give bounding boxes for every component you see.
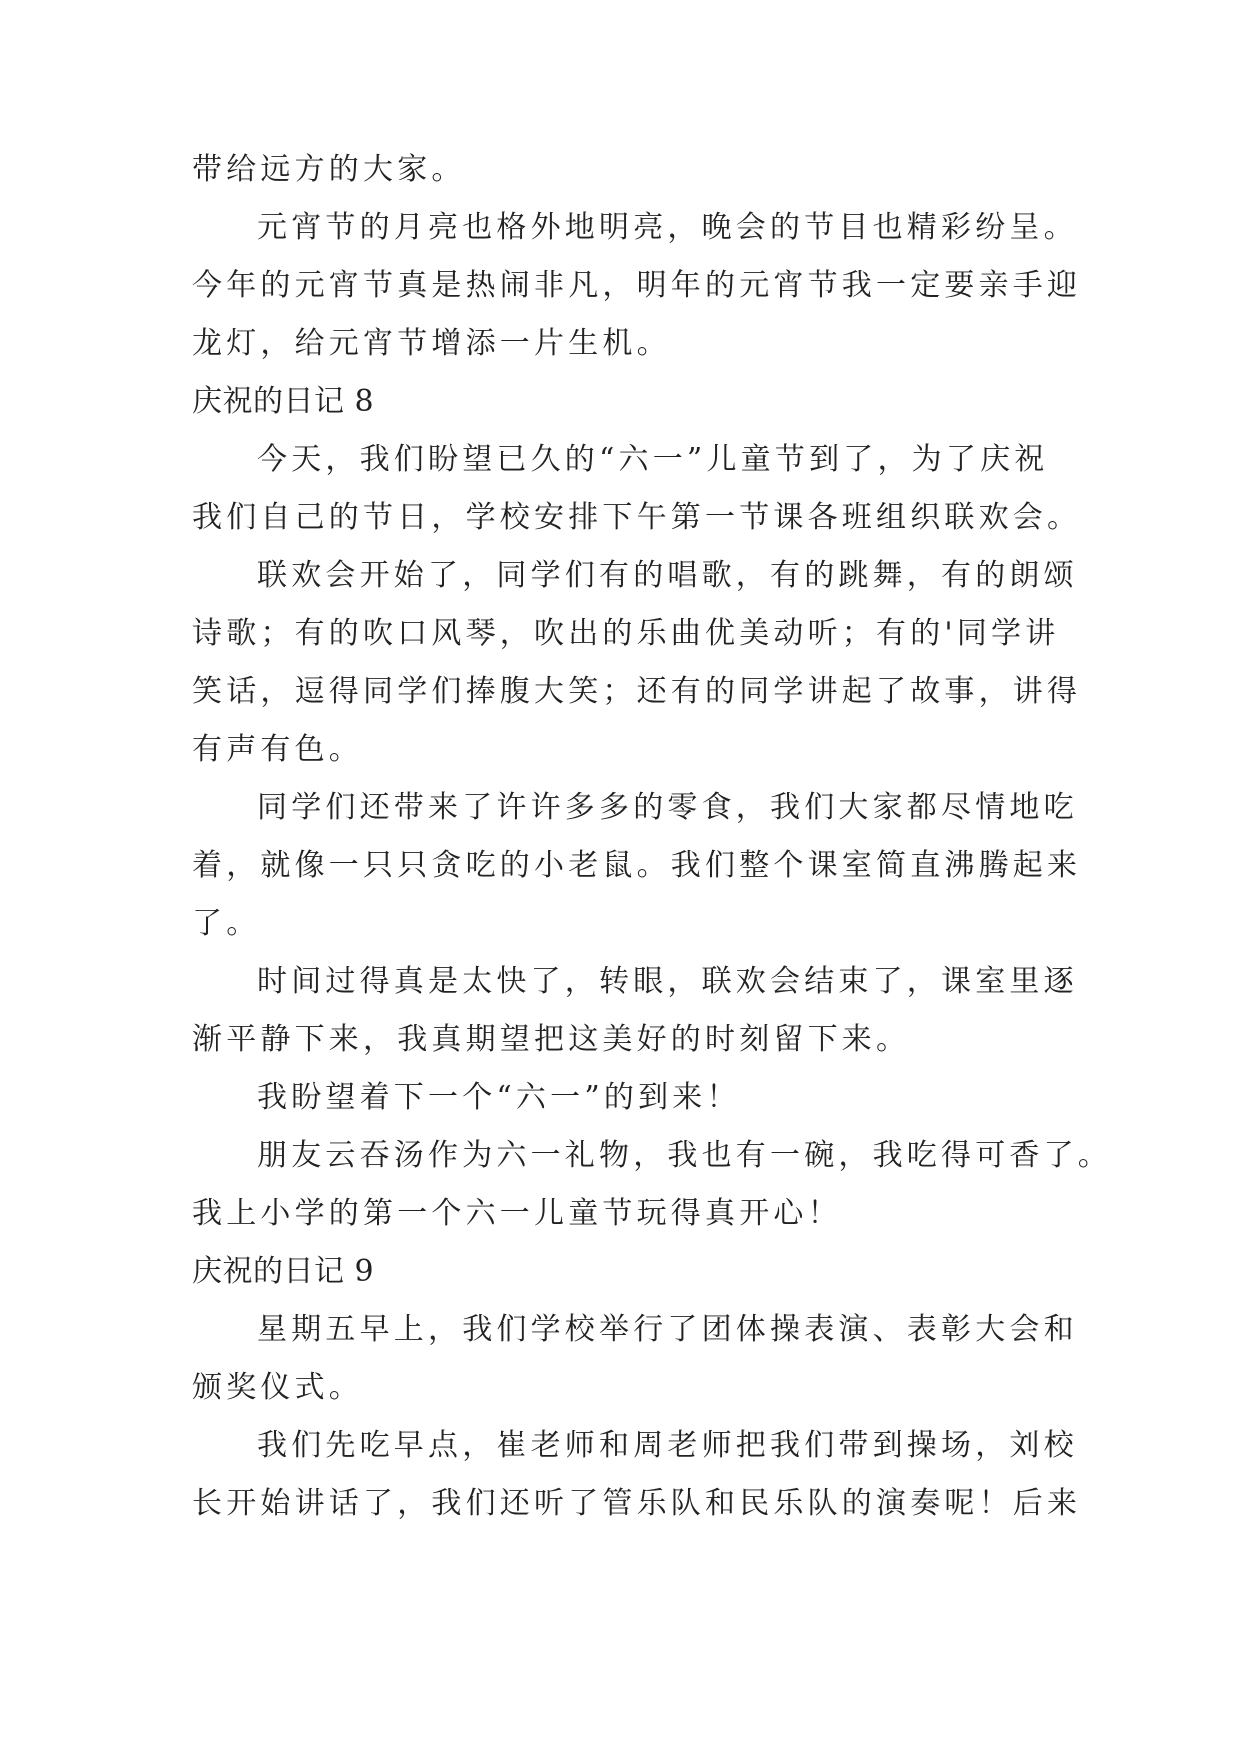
text-line: 我们自己的节日，学校安排下午第一节课各班组织联欢会。 (192, 500, 1082, 535)
text-line: 笑话，逗得同学们捧腹大笑；还有的同学讲起了故事，讲得 (192, 674, 1082, 709)
text-line: 诗歌；有的吹口风琴，吹出的乐曲优美动听；有的'同学讲 (192, 616, 1060, 651)
text-line: 今年的元宵节真是热闹非凡，明年的元宵节我一定要亲手迎 (192, 268, 1082, 303)
text-line: 元宵节的月亮也格外地明亮，晚会的节目也精彩纷呈。 (257, 210, 1078, 245)
text-line: 我上小学的第一个六一儿童节玩得真开心！ (192, 1196, 842, 1231)
text-line: 今天，我们盼望已久的“六一”儿童节到了，为了庆祝 (257, 442, 1049, 477)
text-line: 了。 (192, 906, 261, 941)
text-line: 龙灯，给元宵节增添一片生机。 (192, 326, 671, 361)
text-line: 我们先吃早点，崔老师和周老师把我们带到操场，刘校 (257, 1428, 1078, 1463)
text-line: 渐平静下来，我真期望把这美好的时刻留下来。 (192, 1022, 911, 1057)
text-line: 着，就像一只只贪吃的小老鼠。我们整个课室简直沸腾起来 (192, 848, 1082, 883)
text-line: 时间过得真是太快了，转眼，联欢会结束了，课室里逐 (257, 964, 1078, 999)
text-line: 我盼望着下一个“六一”的到来！ (257, 1080, 741, 1115)
text-line: 联欢会开始了，同学们有的唱歌，有的跳舞，有的朗颂 (257, 558, 1078, 593)
text-line: 有声有色。 (192, 732, 363, 767)
section-heading: 庆祝的日记 8 (192, 384, 375, 419)
text-line: 颁奖仪式。 (192, 1370, 363, 1405)
text-line: 带给远方的大家。 (192, 152, 466, 187)
text-line: 朋友云吞汤作为六一礼物，我也有一碗，我吃得可香了。 (257, 1138, 1112, 1173)
text-line: 长开始讲话了，我们还听了管乐队和民乐队的演奏呢！后来 (192, 1486, 1082, 1521)
text-line: 同学们还带来了许许多多的零食，我们大家都尽情地吃 (257, 790, 1078, 825)
text-line: 星期五早上，我们学校举行了团体操表演、表彰大会和 (257, 1312, 1078, 1347)
section-heading: 庆祝的日记 9 (192, 1254, 375, 1289)
